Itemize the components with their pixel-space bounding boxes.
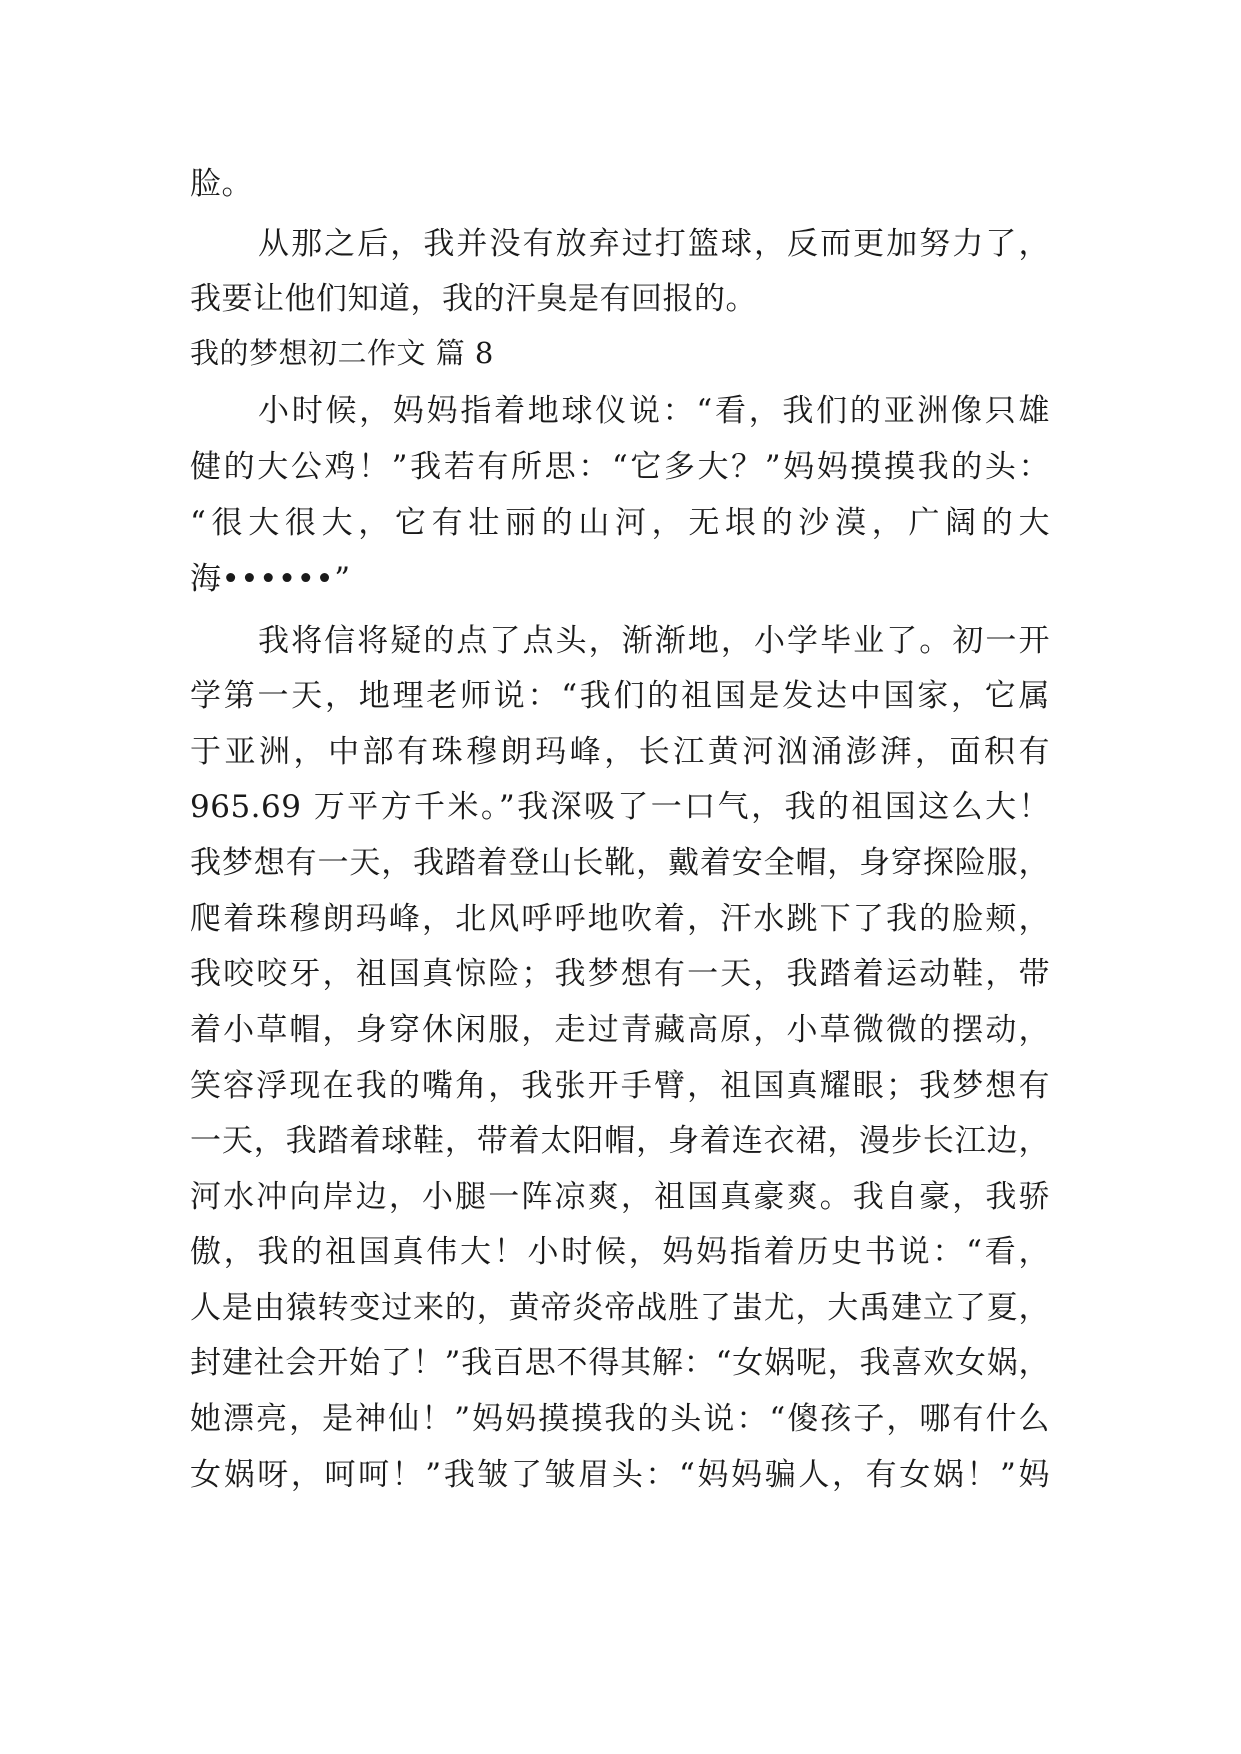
- text-line: 河水冲向岸边，小腿一阵凉爽，祖国真豪爽。我自豪，我骄: [190, 1179, 1050, 1215]
- text-line: 小时候，妈妈指着地球仪说：“看，我们的亚洲像只雄: [258, 393, 1050, 429]
- text-line: 学第一天，地理老师说：“我们的祖国是发达中国家，它属: [190, 678, 1050, 714]
- text-line: 965.69 万平方千米。”我深吸了一口气，我的祖国这么大！: [190, 789, 1050, 825]
- text-line: 从那之后，我并没有放弃过打篮球，反而更加努力了，: [258, 226, 1050, 262]
- text-line: 我要让他们知道，我的汗臭是有回报的。: [190, 281, 757, 317]
- text-line: 封建社会开始了！”我百思不得其解：“女娲呢，我喜欢女娲，: [190, 1345, 1050, 1381]
- text-line: 爬着珠穆朗玛峰，北风呼呼地吹着，汗水跳下了我的脸颊，: [190, 901, 1050, 937]
- text-line: 我梦想有一天，我踏着登山长靴，戴着安全帽，身穿探险服，: [190, 845, 1050, 881]
- text-line: 一天，我踏着球鞋，带着太阳帽，身着连衣裙，漫步长江边，: [190, 1123, 1050, 1159]
- text-line: 笑容浮现在我的嘴角，我张开手臂，祖国真耀眼；我梦想有: [190, 1068, 1050, 1104]
- text-line: 着小草帽，身穿休闲服，走过青藏高原，小草微微的摆动，: [190, 1012, 1050, 1048]
- text-line: 脸。: [190, 166, 253, 202]
- text-line: 女娲呀，呵呵！”我皱了皱眉头：“妈妈骗人，有女娲！”妈: [190, 1457, 1050, 1493]
- section-heading: 我的梦想初二作文 篇 8: [190, 336, 494, 370]
- text-line: 健的大公鸡！”我若有所思：“它多大？”妈妈摸摸我的头：: [190, 449, 1050, 485]
- text-line: 傲，我的祖国真伟大！小时候，妈妈指着历史书说：“看，: [190, 1234, 1050, 1270]
- text-line: 人是由猿转变过来的，黄帝炎帝战胜了蚩尤，大禹建立了夏，: [190, 1290, 1050, 1326]
- text-line: “很大很大，它有壮丽的山河，无垠的沙漠，广阔的大: [190, 505, 1050, 541]
- text-line: 于亚洲，中部有珠穆朗玛峰，长江黄河汹涌澎湃，面积有: [190, 734, 1050, 770]
- text-line: 我将信将疑的点了点头，渐渐地，小学毕业了。初一开: [258, 623, 1050, 659]
- text-line: 她漂亮，是神仙！”妈妈摸摸我的头说：“傻孩子，哪有什么: [190, 1401, 1050, 1437]
- text-line: 我咬咬牙，祖国真惊险；我梦想有一天，我踏着运动鞋，带: [190, 956, 1050, 992]
- text-line: 海••••••”: [190, 561, 351, 597]
